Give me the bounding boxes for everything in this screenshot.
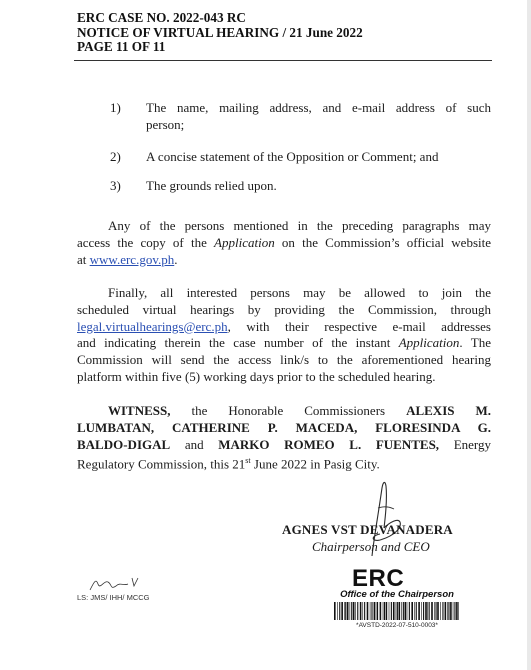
commissioner-name: ALEXIS M. [406, 403, 491, 418]
barcode-bar [347, 602, 349, 620]
barcode-bar [383, 602, 384, 620]
barcode-bar [350, 602, 351, 620]
reference-initials: LS: JMS/ IHH/ MCCG [77, 593, 150, 602]
list-number-1: 1) [110, 100, 121, 115]
barcode-bar [429, 602, 430, 620]
barcode-bar [436, 602, 437, 620]
paragraph2-line3 [77, 319, 491, 336]
barcode-bar [337, 602, 338, 620]
barcode-bar [425, 602, 427, 620]
barcode-bar [399, 602, 401, 620]
barcode-bar [453, 602, 454, 620]
barcode-bar [421, 602, 422, 620]
signatory-title: Chairperson and CEO [312, 539, 430, 554]
text-span: Regulatory Commission, this 21 [77, 456, 246, 472]
barcode-bar [391, 602, 392, 620]
date-suffix: st [245, 456, 251, 466]
erc-stamp-logo: ERC [352, 565, 405, 592]
website-paragraph-line3 [77, 252, 491, 269]
barcode-bar [442, 602, 443, 620]
text-span: access the copy of the [77, 234, 215, 250]
barcode-bar [447, 602, 448, 620]
barcode-bar [376, 602, 377, 620]
barcode-bar [440, 602, 441, 620]
notice-title: NOTICE OF VIRTUAL HEARING / 21 June 2022 [77, 24, 363, 40]
initials-scribble [88, 574, 148, 594]
barcode-bar [456, 602, 458, 620]
barcode-bar [448, 602, 449, 620]
paragraph2-line4 [77, 335, 491, 352]
list-number-3: 3) [110, 178, 121, 193]
barcode-bar [374, 602, 376, 620]
barcode [334, 602, 460, 620]
paragraph2-line2: scheduled virtual hearings by providing the Commission, through [77, 301, 491, 317]
commissioner-name: MARKO ROMEO L. FUENTES, [218, 436, 440, 452]
barcode-bar [396, 602, 397, 620]
barcode-bar [418, 602, 420, 620]
text-span: and indicating therein the case number of the instant [77, 335, 399, 351]
barcode-bar [411, 602, 413, 620]
barcode-bar [431, 602, 433, 620]
barcode-bar [362, 602, 363, 620]
list-item-1-line1: The name, mailing address, and e-mail address of such [146, 100, 491, 115]
text-span: at [77, 251, 90, 267]
barcode-bar [351, 602, 352, 620]
text-span: on the Commission’s official website [274, 234, 491, 250]
text-span: , with their respective e-mail addresses [227, 318, 491, 334]
list-item-1 [146, 100, 491, 134]
website-paragraph-line2 [77, 235, 491, 252]
office-of-chairperson: Office of the Chairperson [340, 589, 454, 600]
barcode-bar [341, 602, 343, 620]
witness-paragraph [77, 403, 491, 474]
virtual-hearing-paragraph [77, 285, 491, 386]
barcode-bar [416, 602, 417, 620]
barcode-bar [389, 602, 390, 620]
list-item-1-line2: person; [146, 116, 185, 132]
barcode-bar [397, 602, 398, 620]
application-italic: Application [398, 335, 460, 351]
barcode-bar [407, 602, 408, 620]
list-item-3: The grounds relied upon. [146, 178, 277, 193]
barcode-bar [427, 602, 428, 620]
barcode-code: *AVSTD-2022-07-510-0003* [356, 622, 438, 629]
barcode-bar [434, 602, 435, 620]
witness-line1 [77, 403, 491, 420]
list-item-2: A concise statement of the Opposition or Comment; and [146, 149, 439, 164]
witness-line4 [77, 453, 491, 473]
witness-label: WITNESS, [108, 403, 171, 418]
header-divider [74, 60, 492, 61]
barcode-bar [437, 602, 439, 620]
page-number: PAGE 11 OF 11 [77, 39, 166, 55]
barcode-bar [344, 602, 345, 620]
barcode-bar [458, 602, 459, 620]
barcode-bar [401, 602, 402, 620]
paragraph2-line1: Finally, all interested persons may be allowed to join the [108, 285, 491, 300]
barcode-bar [345, 602, 346, 620]
barcode-bar [364, 602, 365, 620]
text-span: Energy [439, 436, 491, 452]
barcode-bar [355, 602, 356, 620]
case-number: ERC CASE NO. 2022-043 RC [77, 10, 246, 25]
witness-line3 [77, 437, 491, 454]
barcode-bar [360, 602, 362, 620]
barcode-bar [384, 602, 385, 620]
barcode-bar [386, 602, 388, 620]
erc-website-link[interactable]: www.erc.gov.ph [89, 251, 175, 267]
barcode-bar [353, 602, 355, 620]
list-number-2: 2) [110, 149, 121, 164]
barcode-bar [377, 602, 378, 620]
text-span: June 2022 in Pasig City. [250, 456, 380, 472]
page-edge-shadow [527, 0, 531, 670]
barcode-bar [357, 602, 358, 620]
legal-email-link[interactable]: legal.virtualhearings@erc.ph [77, 318, 228, 334]
barcode-bar [423, 602, 424, 620]
barcode-bar [371, 602, 372, 620]
barcode-bar [414, 602, 415, 620]
barcode-bar [334, 602, 336, 620]
witness-line2: LUMBATAN, CATHERINE P. MACEDA, FLORESINDA G. [77, 419, 491, 435]
barcode-bar [445, 602, 447, 620]
barcode-bar [403, 602, 404, 620]
barcode-bar [409, 602, 410, 620]
barcode-bar [393, 602, 395, 620]
barcode-bar [454, 602, 455, 620]
application-italic: Application [214, 234, 275, 250]
signatory-name: AGNES VST DEVANADERA [282, 522, 453, 537]
commissioner-name: BALDO-DIGAL [77, 436, 171, 452]
paragraph2-line5: Commission will send the access link/s to the aforementioned hearing [77, 352, 491, 368]
text-span: . The [459, 335, 491, 351]
barcode-bar [405, 602, 407, 620]
paragraph2-line6: platform within five (5) working days prior to the scheduled hearing. [77, 368, 436, 384]
text-span: the Honorable Commissioners [170, 403, 407, 418]
barcode-bar [339, 602, 340, 620]
barcode-bar [370, 602, 371, 620]
website-paragraph-line1: Any of the persons mentioned in the preceding paragraphs may [108, 218, 491, 233]
barcode-bar [450, 602, 452, 620]
text-span: . [174, 251, 178, 267]
barcode-bar [380, 602, 382, 620]
page-header [77, 11, 363, 55]
text-span: and [170, 436, 219, 452]
barcode-bar [367, 602, 369, 620]
website-paragraph [77, 218, 491, 268]
